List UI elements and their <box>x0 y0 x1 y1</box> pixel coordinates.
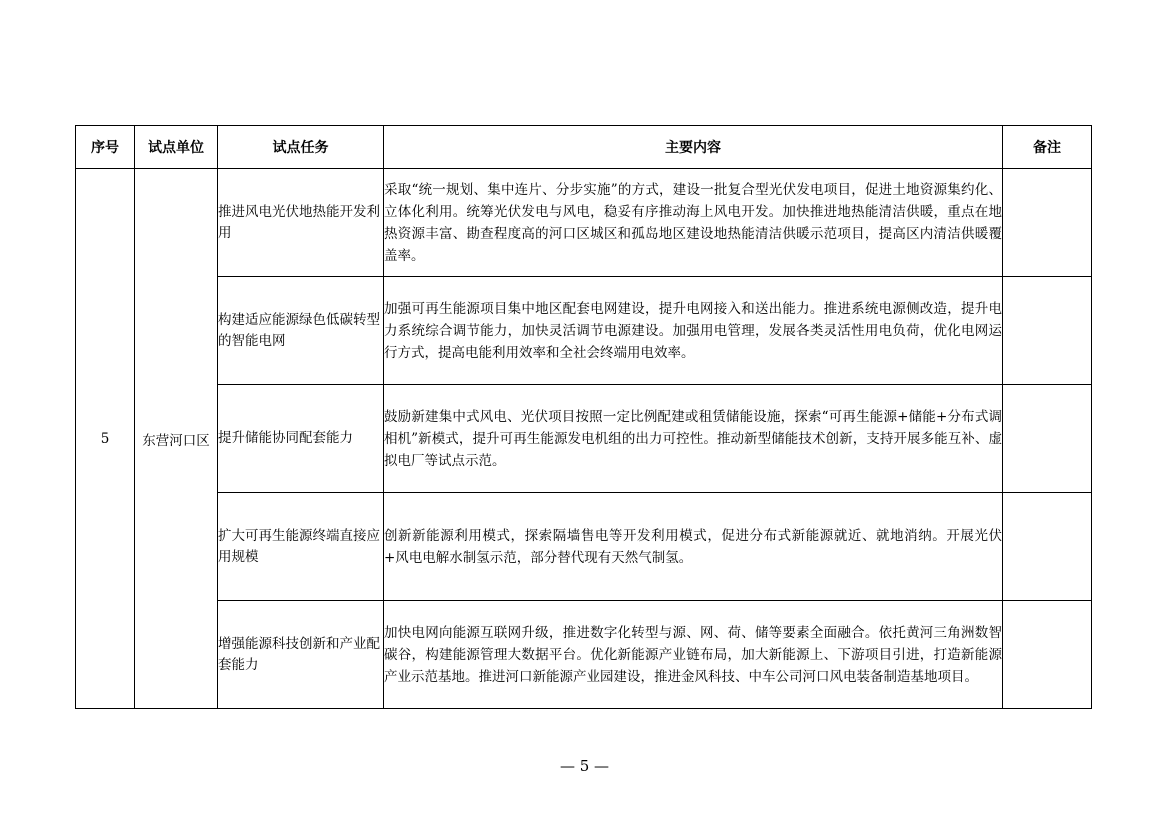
content-cell: 采取“统一规划、集中连片、分步实施”的方式，建设一批复合型光伏发电项目，促进土地资源集约化、立体化利用。统筹光伏发电与风电，稳妥有序推动海上风电开发。加快推进地热能清洁供暖，重点在地热资源丰富、勘查程度高的河口区城区和孤岛地区建设地热能清洁供暖示范项目，提高区内清洁供暖覆盖率。 <box>384 169 1003 277</box>
content-cell: 鼓励新建集中式风电、光伏项目按照一定比例配建或租赁储能设施，探索“可再生能源+储能+分布式调相机”新模式，提升可再生能源发电机组的出力可控性。推动新型储能技术创新，支持开展多能互补、虚拟电厂等试点示范。 <box>384 385 1003 493</box>
seq-cell: 5 <box>76 169 135 709</box>
task-cell: 扩大可再生能源终端直接应用规模 <box>218 493 384 601</box>
note-cell <box>1003 493 1092 601</box>
table-row <box>76 169 1092 277</box>
task-cell: 推进风电光伏地热能开发利用 <box>218 169 384 277</box>
content-cell: 加强可再生能源项目集中地区配套电网建设，提升电网接入和送出能力。推进系统电源侧改造，提升电力系统综合调节能力，加快灵活调节电源建设。加强用电管理，发展各类灵活性用电负荷，优化电网运行方式，提高电能利用效率和全社会终端用电效率。 <box>384 277 1003 385</box>
pilot-task-table <box>75 125 1092 709</box>
note-cell <box>1003 169 1092 277</box>
task-cell: 构建适应能源绿色低碳转型的智能电网 <box>218 277 384 385</box>
table-header-row <box>76 126 1092 169</box>
header-note: 备注 <box>1003 126 1092 169</box>
table-row <box>76 601 1092 709</box>
table-row <box>76 493 1092 601</box>
header-seq: 序号 <box>76 126 135 169</box>
table-row <box>76 277 1092 385</box>
page-number: — 5 — <box>559 757 610 775</box>
note-cell <box>1003 601 1092 709</box>
task-cell: 增强能源科技创新和产业配套能力 <box>218 601 384 709</box>
note-cell <box>1003 277 1092 385</box>
unit-cell: 东营河口区 <box>135 169 218 709</box>
note-cell <box>1003 385 1092 493</box>
task-cell: 提升储能协同配套能力 <box>218 385 384 493</box>
header-content: 主要内容 <box>384 126 1003 169</box>
header-unit: 试点单位 <box>135 126 218 169</box>
content-cell: 加快电网向能源互联网升级，推进数字化转型与源、网、荷、储等要素全面融合。依托黄河三角洲数智碳谷，构建能源管理大数据平台。优化新能源产业链布局，加大新能源上、下游项目引进，打造新能源产业示范基地。推进河口新能源产业园建设，推进金风科技、中车公司河口风电装备制造基地项目。 <box>384 601 1003 709</box>
table-row <box>76 385 1092 493</box>
header-task: 试点任务 <box>218 126 384 169</box>
content-cell: 创新新能源利用模式，探索隔墙售电等开发利用模式，促进分布式新能源就近、就地消纳。开展光伏+风电电解水制氢示范，部分替代现有天然气制氢。 <box>384 493 1003 601</box>
